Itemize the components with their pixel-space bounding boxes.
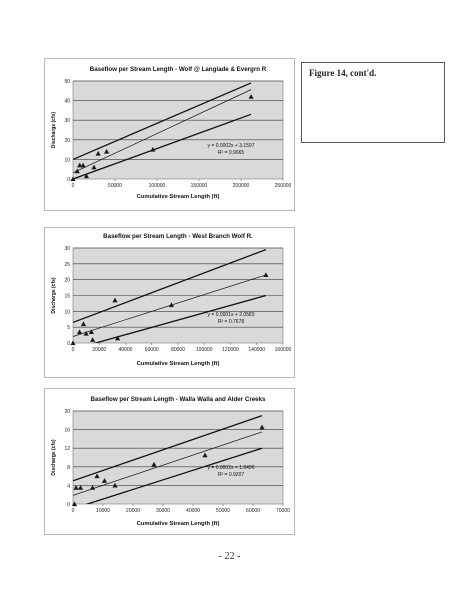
trend-equation: y = 0.0002x + 1.8496	[207, 465, 255, 471]
y-tick-label: 5	[67, 325, 70, 332]
y-tick-label: 12	[64, 446, 70, 453]
y-tick-label: 20	[64, 277, 70, 284]
x-tick-label: 100000	[195, 347, 213, 353]
x-tick-label: 40000	[186, 508, 200, 514]
y-axis-label: Discharge (cfs)	[51, 439, 57, 476]
y-tick-label: 10	[64, 309, 70, 316]
x-tick-label: 160000	[274, 347, 292, 353]
y-tick-label: 8	[67, 464, 70, 471]
x-tick-label: 200000	[232, 183, 250, 189]
y-tick-label: 0	[67, 341, 70, 347]
x-tick-label: 0	[71, 508, 75, 514]
y-tick-label: 30	[64, 118, 70, 125]
y-tick-label: 4	[67, 483, 70, 490]
x-tick-label: 50000	[108, 183, 122, 189]
y-tick-label: 40	[64, 98, 70, 105]
x-tick-label: 10000	[96, 508, 110, 514]
y-tick-label: 50	[64, 79, 70, 85]
chart-2	[45, 228, 294, 377]
x-tick-label: 60000	[246, 508, 260, 514]
x-tick-label: 30000	[156, 508, 170, 514]
x-tick-label: 120000	[222, 347, 239, 353]
y-axis-label: Discharge (cfs)	[51, 277, 57, 314]
x-tick-label: 100000	[148, 183, 166, 189]
x-tick-label: 140000	[248, 347, 266, 353]
chart-3	[45, 389, 294, 534]
x-axis-label: Cumulative Stream Length (ft)	[136, 521, 220, 527]
trend-equation: y = 0.0001x + 2.0583	[207, 312, 255, 318]
y-tick-label: 0	[67, 502, 70, 508]
x-tick-label: 70000	[276, 508, 290, 514]
y-tick-label: 25	[64, 261, 70, 268]
y-tick-label: 30	[64, 246, 70, 252]
chart-title: Baseflow per Stream Length - West Branch Wolf R.	[103, 233, 253, 240]
chart-title: Baseflow per Stream Length - Wolf @ Langlade & Evergrn R	[89, 66, 267, 73]
x-tick-label: 80000	[171, 347, 185, 353]
trend-equation: y = 0.0002x + 3.1597	[207, 143, 255, 149]
x-tick-label: 150000	[190, 183, 208, 189]
y-tick-label: 0	[67, 177, 70, 183]
chart-panel-1	[44, 58, 295, 211]
chart-title: Baseflow per Stream Length - Walla Walla and Alder Creeks	[90, 396, 266, 403]
x-tick-label: 40000	[118, 347, 133, 353]
chart-panel-3	[44, 388, 295, 535]
x-tick-label: 50000	[216, 508, 230, 514]
r-squared: R² = 0.9207	[217, 472, 245, 478]
x-axis-label: Cumulative Stream Length (ft)	[136, 194, 220, 200]
r-squared: R² = 0.9065	[217, 150, 245, 156]
y-tick-label: 20	[64, 137, 70, 144]
chart-1	[45, 59, 294, 210]
r-squared: R² = 0.7678	[217, 319, 245, 325]
x-tick-label: 60000	[144, 347, 159, 353]
x-axis-label: Cumulative Stream Length (ft)	[136, 361, 220, 367]
x-tick-label: 0	[71, 183, 75, 189]
y-tick-label: 10	[64, 157, 70, 164]
chart-panel-2	[44, 227, 295, 378]
figure-caption: Figure 14, cont'd.	[309, 68, 377, 78]
y-tick-label: 15	[64, 293, 70, 300]
x-tick-label: 250000	[274, 183, 292, 189]
figure-caption-box	[301, 62, 445, 143]
x-tick-label: 0	[71, 347, 75, 353]
page-number: - 22 -	[218, 551, 241, 562]
y-tick-label: 20	[64, 409, 70, 415]
x-tick-label: 20000	[92, 347, 107, 353]
y-tick-label: 16	[64, 427, 70, 434]
x-tick-label: 20000	[126, 508, 140, 514]
y-axis-label: Discharge (cfs)	[51, 111, 57, 149]
plot-area	[73, 411, 283, 504]
